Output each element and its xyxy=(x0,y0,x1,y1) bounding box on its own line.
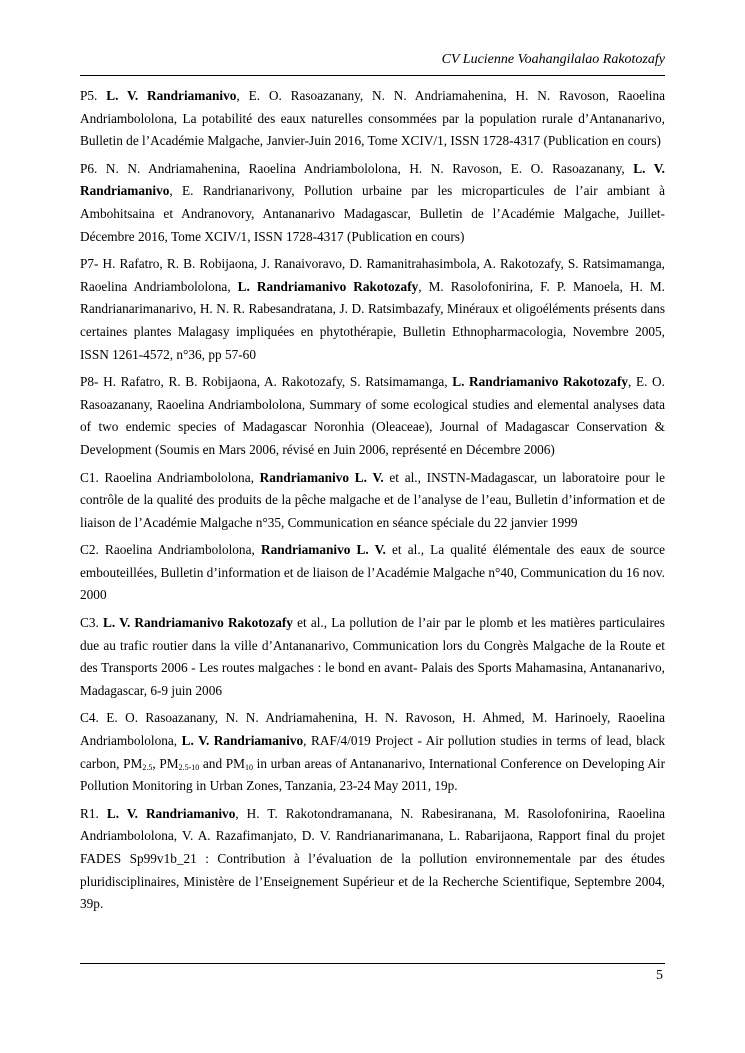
report-entry-r1 xyxy=(80,803,665,916)
entry-author-bold: L. V. Randriamanivo xyxy=(106,88,237,103)
page-number: 5 xyxy=(656,968,663,983)
entry-prefix: P7- H. Rafatro, R. B. Robijaona, J. Ranaivoravo, D. Ramanitrahasimbola, A. Rakotozafy, S. Ratsimamanga, Raoelina Andriambololona, xyxy=(80,256,665,294)
pm-subscript: 2.5 xyxy=(142,762,153,772)
entry-author-bold: L. Randriamanivo Rakotozafy xyxy=(452,374,629,390)
entry-prefix: C1. Raoelina Andriambololona, xyxy=(80,469,260,485)
footer-divider xyxy=(80,963,665,964)
entry-prefix: C4. E. O. Rasoazanany, N. N. Andriamahenina, H. N. Ravoson, H. Ahmed, M. Harinoely, Raoelina Andriambololona, xyxy=(80,710,665,749)
page-header-title: CV Lucienne Voahangilalao Rakotozafy xyxy=(441,52,665,67)
entry-text: , H. T. Rakotondramanana, N. Rabesiranana, M. Rasolofonirina, Raoelina Andriambololona, V. A. Razafimanjato, D. V. Randrianarimanana, L. Rabarijaona, Rapport final du projet FADES Sp99v1b_21 : Contribution à l’évaluation de la pollution environnementale par des études pluridisciplinaires, Ministère de l’Enseignement Supérieur et de la Recherche Scientifique, Septembre 2004, 39p. xyxy=(80,805,665,912)
entry-text: in urban areas of Antananarivo, International Conference on Developing Air Pollution Monitoring in Urban Zones, Tanzania, 23-24 May 2011, 19p. xyxy=(80,755,665,794)
entry-author-bold: L. V. Randriamanivo xyxy=(80,160,665,199)
entry-prefix: P8- H. Rafatro, R. B. Robijaona, A. Rakotozafy, S. Ratsimamanga, xyxy=(80,374,453,390)
communication-entry-c2 xyxy=(80,539,665,607)
entry-prefix: C3. xyxy=(80,615,103,631)
entry-text: , E. Randrianarivony, Pollution urbaine par les microparticules de l’air ambiant à Ambohitsaina et Andranovory, Antananarivo Madagascar, Bulletin de l’Académie Malgache, Juillet-Décembre 2016, Tome XCIV/1, ISSN 1728-4317 (Publication en cours) xyxy=(80,183,665,244)
entry-text: , RAF/4/019 Project - Air pollution studies in terms of lead, black carbon, PM xyxy=(80,733,665,771)
entry-text: et al., INSTN-Madagascar, un laboratoire pour le contrôle de la qualité des produits de la pêche malgache et de l’analyse de l’eau, Bulletin d’information et de liaison de l’Académie Malgache n°35, Communication en séance spéciale du 22 janvier 1999 xyxy=(80,469,665,530)
header-divider xyxy=(80,75,665,76)
entry-prefix: P6. N. N. Andriamahenina, Raoelina Andriambololona, H. N. Ravoson, E. O. Rasoazanany, xyxy=(80,160,634,176)
communication-entry-c3 xyxy=(80,612,665,702)
pm-subscript: 2.5-10 xyxy=(178,762,200,772)
entry-author-bold: L. Randriamanivo Rakotozafy xyxy=(237,278,419,294)
entry-author-bold: L. V. Randriamanivo xyxy=(181,733,304,749)
entry-author-bold: Randriamanivo L. V. xyxy=(260,542,386,558)
publication-entry-p7 xyxy=(80,253,665,366)
entry-text: , PM xyxy=(152,755,179,771)
publication-list xyxy=(80,85,665,921)
entry-text: , E. O. Rasoazanany, N. N. Andriamahenina, H. N. Ravoson, Raoelina Andriambololona, La potabilité des eaux naturelles consommées par la population rurale d’Antananarivo, Bulletin de l’Académie Malgache, Janvier-Juin 2016, Tome XCIV/1, ISSN 1728-4317 (Publication en cours) xyxy=(80,88,665,149)
communication-entry-c1 xyxy=(80,467,665,535)
entry-text: et al., La pollution de l’air par le plomb et les matières particulaires due au trafic routier dans la ville d’Antananarivo, Communication lors du Congrès Malgache de la Route et des Transports 2006 - Les routes malgaches : le bond en avant- Palais des Sports Mahamasina, Antananarivo, Madagascar, 6-9 juin 2006 xyxy=(80,615,665,698)
entry-prefix: R1. xyxy=(80,805,107,821)
entry-prefix: P5. xyxy=(80,88,107,103)
entry-author-bold: Randriamanivo L. V. xyxy=(259,469,384,485)
publication-entry-p6 xyxy=(80,158,665,248)
entry-text: , E. O. Rasoazanany, Raoelina Andriambololona, Summary of some ecological studies and elemental analyses data of two endemic species of Madagascar Noronhia (Oleaceae), Journal of Madagascar Conservation & Development (Soumis en Mars 2006, révisé en Juin 2006, représenté en Décembre 2006) xyxy=(80,374,665,457)
entry-author-bold: L. V. Randriamanivo xyxy=(106,805,236,821)
entry-text: and PM xyxy=(199,755,245,771)
entry-prefix: C2. Raoelina Andriambololona, xyxy=(80,542,261,558)
communication-entry-c4 xyxy=(80,707,665,797)
pm-subscript: 10 xyxy=(244,762,253,772)
publication-entry-p8 xyxy=(80,371,665,461)
entry-text: , M. Rasolofonirina, F. P. Manoela, H. M. Randrianarimanarivo, H. N. R. Rabesandratana, J. D. Ratsimbazafy, Minéraux et oligoéléments présents dans certaines plantes Malagasy impliquées en phytothérapie, Bulletin Ethnopharmacologia, Novembre 2005, ISSN 1261-4572, n°36, pp 57-60 xyxy=(80,278,665,362)
entry-text: et al., La qualité élémentale des eaux de source embouteillées, Bulletin d’information et de liaison de l’Académie Malgache n°40, Communication du 16 nov. 2000 xyxy=(80,542,665,603)
entry-author-bold: L. V. Randriamanivo Rakotozafy xyxy=(102,615,293,631)
publication-entry-p5 xyxy=(80,85,665,153)
